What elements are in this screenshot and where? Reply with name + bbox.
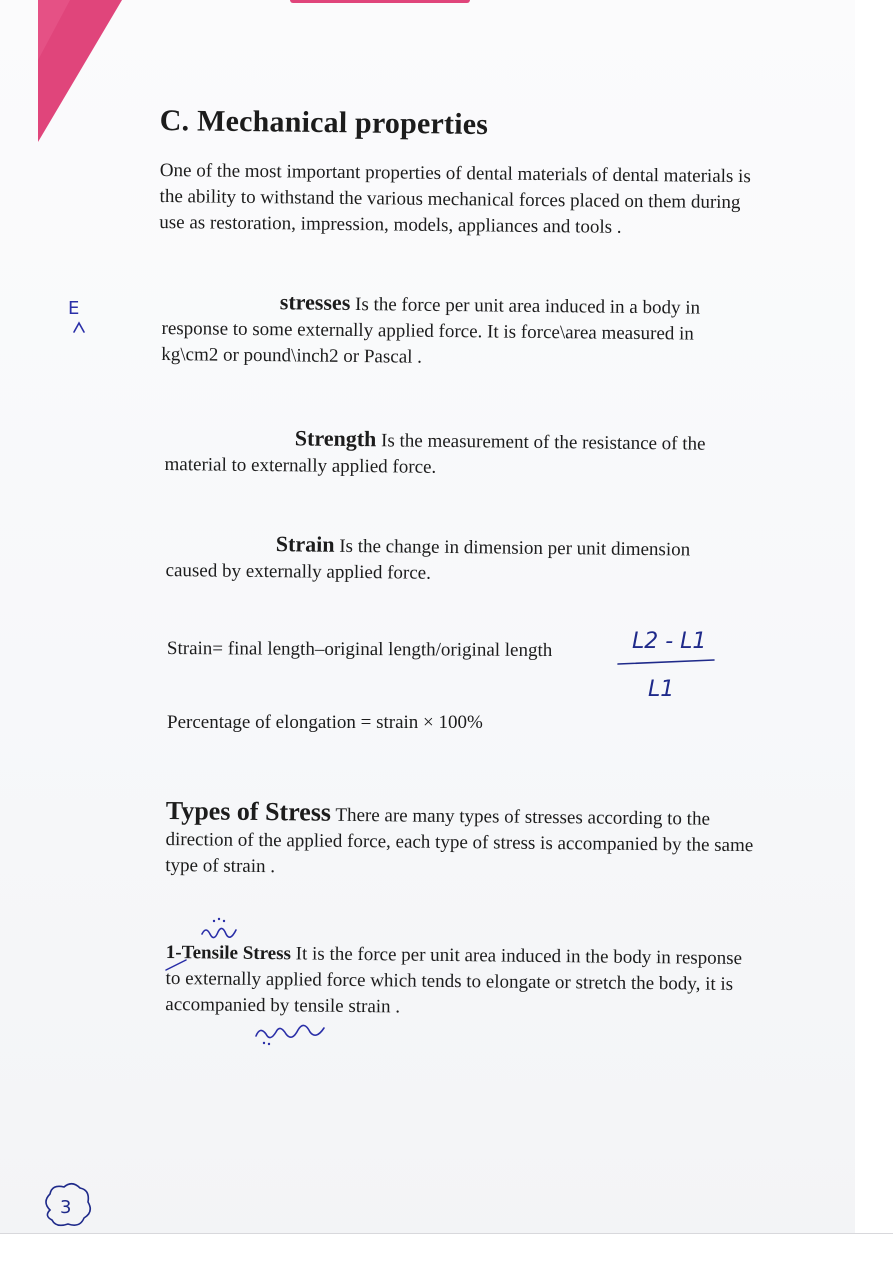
stresses-definition: Is the force per unit area induced in a body in response to some externally applied force. It is force\area measured in kg\cm2 or pound\inch2 or Pascal . [161,293,701,368]
types-of-stress-definition: There are many types of stresses according to the direction of the applied force, each type of stress is accompanied by the same type of strain . [165,804,754,878]
stresses-paragraph [161,288,747,374]
strength-definition: Is the measurement of the resistance of the material to externally applied force. [164,430,706,478]
handwritten-margin-note [62,292,102,342]
strength-paragraph [164,424,740,484]
handwritten-page-number [40,1180,96,1230]
strain-formula: Strain= final length–original length/original length [166,638,553,662]
intro-paragraph: One of the most important properties of dental materials of dental materials is the ability to withstand the various mechanical forces placed on them during use as restoration, impression, models, appliances and tools . [159,159,751,238]
handwritten-arabic-note-1 [198,912,248,946]
tensile-stress-paragraph [165,940,756,1024]
scan-margin-bottom [0,1233,893,1263]
section-heading: C. Mechanical properties [159,104,489,142]
scan-margin-right [855,0,893,1263]
strength-term: Strength [294,425,377,452]
strain-paragraph [165,530,726,590]
handwritten-arabic-note-2 [250,1016,340,1050]
fraction-numerator: L2 - L1 [632,629,707,654]
strain-definition: Is the change in dimension per unit dimension caused by externally applied force. [165,535,691,584]
tensile-stress-definition: It is the force per unit area induced in the body in response to externally applied force which tends to elongate or stretch the body, it is accompanied by tensile strain . [165,943,743,1018]
stresses-term: stresses [279,289,351,315]
types-of-stress-paragraph [165,798,756,885]
elongation-formula: Percentage of elongation = strain × 100% [167,712,483,733]
margin-note-letter: E [68,298,80,319]
tensile-stress-term: 1-Tensile Stress [165,941,292,965]
fraction-denominator: L1 [648,677,675,702]
handwritten-strain-fraction [614,618,724,708]
pink-corner-tab [0,0,130,150]
pink-top-strip [290,0,470,3]
strain-term: Strain [275,531,335,557]
handwritten-underline-mark [164,956,194,976]
page-number-value: 3 [60,1197,72,1218]
types-of-stress-term: Types of Stress [165,796,332,827]
